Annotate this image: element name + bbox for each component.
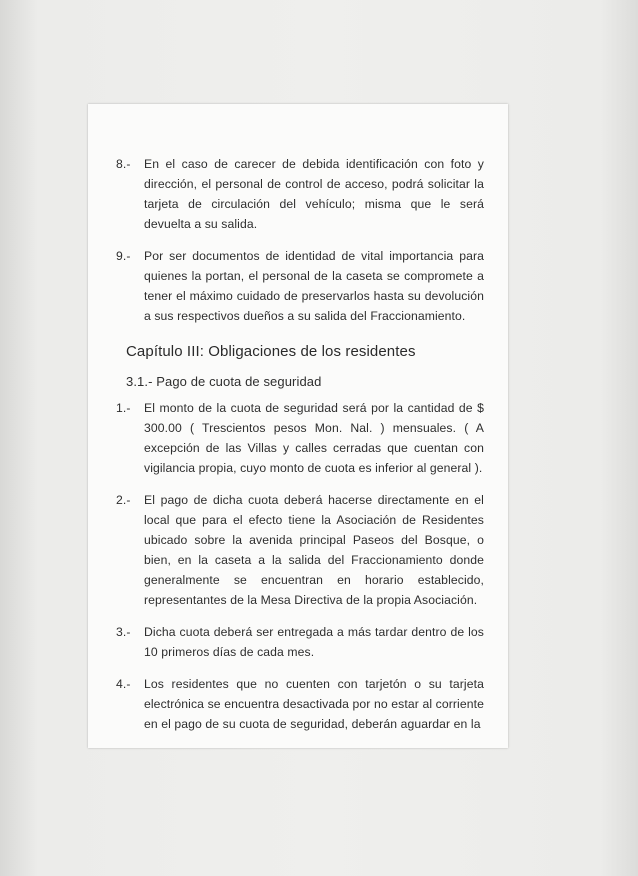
- list-item: [116, 154, 484, 234]
- item-text: El monto de la cuota de seguridad será por la cantidad de $ 300.00 ( Trescientos pesos Mon. Nal. ) mensuales. ( A excepción de las Villas y calles cerradas que cuentan con vigilancia propia, cuyo monto de cuota es inferior al general ).: [144, 401, 484, 475]
- item-number: 9.-: [116, 249, 131, 263]
- item-text: En el caso de carecer de debida identificación con foto y dirección, el personal de control de acceso, podrá solicitar la tarjeta de circulación del vehículo; misma que le será devuelta a su salida.: [144, 157, 484, 231]
- page-content: [116, 154, 484, 746]
- list-item: [116, 622, 484, 662]
- subsection-title: 3.1.- Pago de cuota de seguridad: [126, 374, 322, 389]
- document-page: [88, 104, 508, 748]
- chapter-title: Capítulo III: Obligaciones de los residentes: [126, 343, 416, 360]
- item-text: Dicha cuota deberá ser entregada a más tardar dentro de los 10 primeros días de cada mes.: [144, 625, 484, 659]
- item-number: 2.-: [116, 493, 131, 507]
- item-number: 4.-: [116, 677, 131, 691]
- item-text: El pago de dicha cuota deberá hacerse directamente en el local que para el efecto tiene la Asociación de Residentes ubicado sobre la avenida principal Paseos del Bosque, o bien, en la caseta a la salida del Fraccionamiento donde generalmente se encuentran en horario establecido, representantes de la Mesa Directiva de la propia Asociación.: [144, 493, 484, 607]
- list-item: [116, 398, 484, 478]
- list-item: [116, 674, 484, 734]
- item-text: Los residentes que no cuenten con tarjetón o su tarjeta electrónica se encuentra desactivada por no estar al corriente en el pago de su cuota de seguridad, deberán aguardar en la: [144, 677, 484, 731]
- item-number: 1.-: [116, 401, 131, 415]
- item-number: 8.-: [116, 157, 131, 171]
- list-item: [116, 490, 484, 610]
- list-item: [116, 246, 484, 326]
- item-text: Por ser documentos de identidad de vital importancia para quienes la portan, el personal de la caseta se compromete a tener el máximo cuidado de preservarlos hasta su devolución a sus respectivos dueños a su salida del Fraccionamiento.: [144, 249, 484, 323]
- item-number: 3.-: [116, 625, 131, 639]
